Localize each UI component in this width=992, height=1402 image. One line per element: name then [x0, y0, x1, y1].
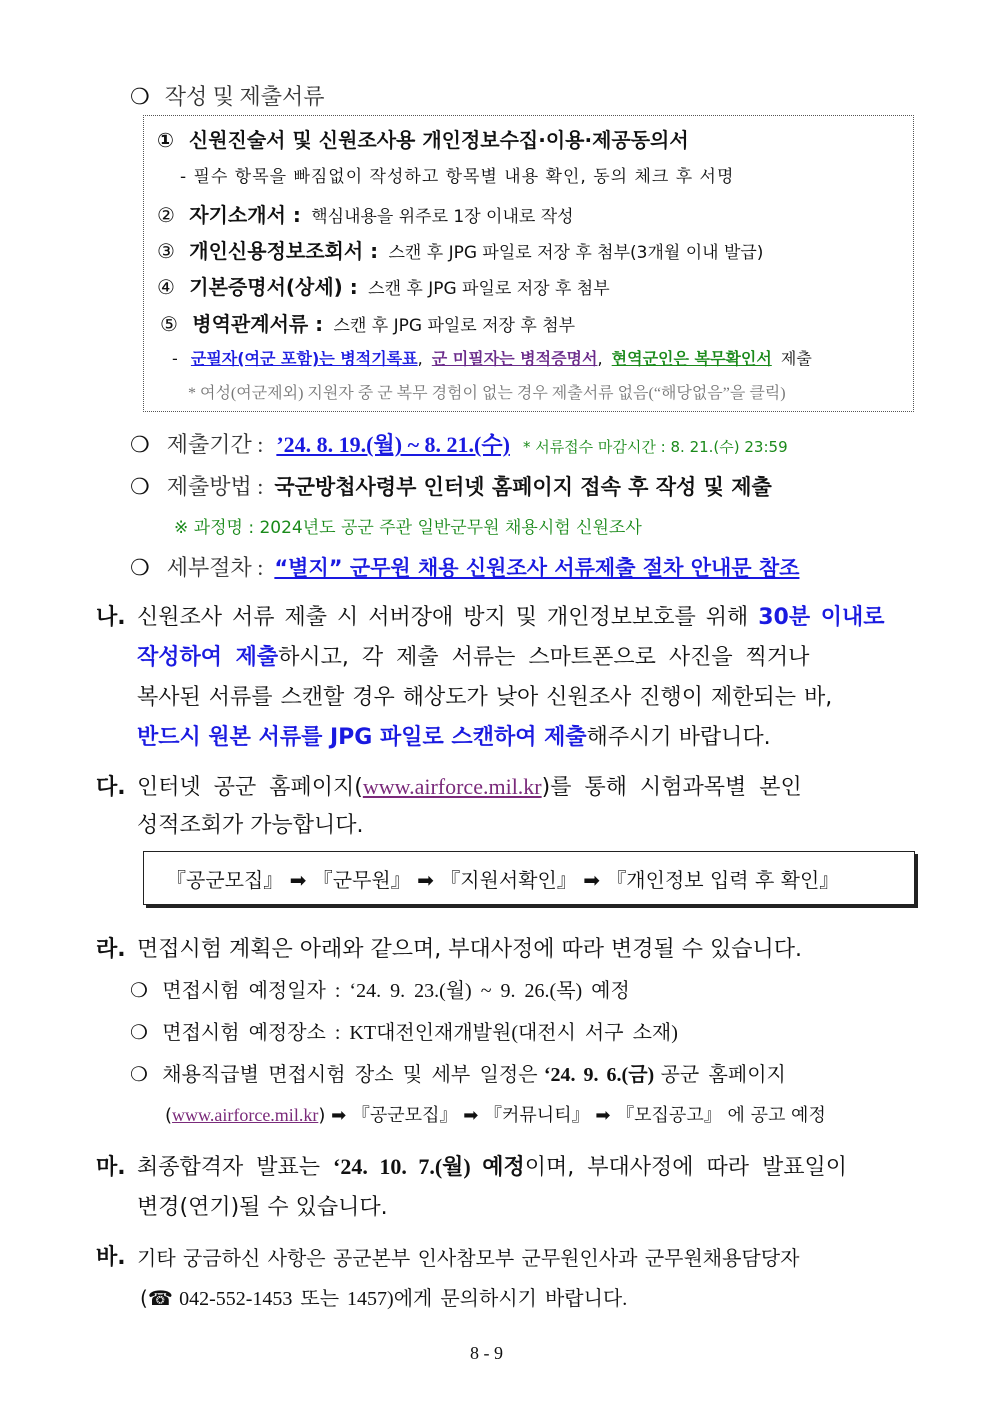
- text: 채용직급별 면접시험 장소 및 세부 일정은: [162, 1062, 538, 1086]
- emphasis-text: 30분 이내로: [758, 605, 885, 630]
- arrow-right-icon: ➡: [289, 868, 307, 892]
- doc-item-number: ①: [157, 128, 174, 152]
- section-da-line2: 성적조회가 가능합니다.: [137, 813, 364, 838]
- submit-period-label: 제출기간 :: [166, 432, 264, 457]
- text: 인터넷 공군 홈페이지(: [137, 775, 363, 800]
- section-da-line1: [137, 770, 802, 801]
- arrow-right-icon: ➡: [331, 1105, 347, 1126]
- doc-item-3: [157, 235, 763, 264]
- separator: ,: [597, 349, 603, 368]
- doc-item-number: ②: [157, 203, 175, 227]
- bullet-circle-icon: ❍: [130, 556, 150, 581]
- nav-path: [166, 864, 839, 893]
- military-note-part1: 군필자(여군 포함)는 병적기록표: [190, 349, 418, 368]
- bullet-circle-icon: ❍: [130, 433, 150, 458]
- doc-item-desc: 핵심내용을 위주로 1장 이내로 작성: [311, 207, 574, 227]
- section-ra-line1: 면접시험 계획은 아래와 같으며, 부대사정에 따라 변경될 수 있습니다.: [137, 937, 802, 962]
- doc-item-2: [157, 199, 574, 228]
- phone-icon: ☎: [147, 1286, 173, 1310]
- doc-item-title: 병역관계서류 :: [192, 312, 324, 336]
- doc-item-5: [160, 308, 575, 337]
- dash: -: [172, 349, 178, 368]
- section-ba-marker: 바.: [96, 1245, 126, 1270]
- section-ma-marker: 마.: [96, 1155, 126, 1180]
- airforce-link[interactable]: www.airforce.mil.kr: [362, 774, 542, 799]
- bullet-circle-icon: ❍: [130, 85, 150, 110]
- section-na-line3: 복사된 서류를 스캔할 경우 해상도가 낮아 신원조사 진행이 제한되는 바,: [137, 685, 833, 710]
- military-note-tail: 제출: [780, 349, 812, 368]
- nav-step: 『개인정보 입력 후 확인』: [606, 868, 840, 892]
- section-ra-marker: 라.: [96, 937, 126, 962]
- doc-item-1-sub: - 필수 항목을 빠짐없이 작성하고 항목별 내용 확인, 동의 체크 후 서명: [180, 167, 735, 187]
- section-na-marker: 나.: [96, 605, 126, 630]
- text: ): [318, 1105, 326, 1126]
- arrow-right-icon: ➡: [417, 868, 434, 892]
- section-na-line1: [137, 600, 885, 631]
- nav-step: 『모집공고』: [616, 1105, 722, 1126]
- detail-proc-value: “별지” 군무원 채용 신원조사 서류제출 절차 안내문 참조: [274, 556, 800, 580]
- military-note-part2: 군 미필자는 병적증명서: [431, 349, 598, 368]
- section-na-line2: [137, 640, 809, 671]
- detail-proc-label: 세부절차 :: [166, 555, 264, 580]
- doc-item-title: 자기소개서 :: [189, 203, 301, 227]
- doc-item-number: ④: [157, 275, 175, 299]
- nav-step: 『공군모집』: [166, 868, 284, 892]
- section-ma-line1: [137, 1150, 847, 1181]
- doc-item-desc: 스캔 후 JPG 파일로 저장 후 첨부(3개월 이내 발급): [388, 243, 764, 263]
- text: )를 통해 시험과목별 본인: [541, 775, 802, 800]
- page-number: 8 - 9: [470, 1343, 503, 1363]
- section-ra-bullet1: [130, 974, 630, 1003]
- female-note: * 여성(여군제외) 지원자 중 군 복무 경험이 없는 경우 제출서류 없음(“해당없음”을 클릭): [188, 385, 786, 402]
- submit-period-row: [130, 428, 788, 459]
- emphasis-text: 반드시 원본 서류를 JPG 파일로 스캔하여 제출: [137, 725, 587, 750]
- emphasis-text: 작성하여 제출: [137, 645, 279, 670]
- section-ba-line1: 기타 궁금하신 사항은 공군본부 인사참모부 군무원인사과 군무원채용담당자: [137, 1246, 800, 1270]
- text: 면접시험 예정일자 : ‘24. 9. 23.(월) ~ 9. 26.(목) 예정: [162, 980, 630, 1002]
- text: (: [165, 1105, 173, 1126]
- text: 최종합격자 발표는: [137, 1155, 321, 1180]
- doc-item-desc: 스캔 후 JPG 파일로 저장 후 첨부: [368, 279, 610, 299]
- section-da-marker: 다.: [96, 775, 126, 800]
- doc-item-number: ③: [157, 239, 175, 263]
- emphasis-text: ‘24. 10. 7.(월) 예정: [333, 1154, 525, 1179]
- section-ba-line2: [140, 1282, 627, 1311]
- detail-proc-row: [130, 551, 799, 582]
- text: (: [140, 1286, 148, 1310]
- section-ma-line2: 변경(연기)될 수 있습니다.: [137, 1195, 388, 1220]
- submit-method-row: [130, 470, 772, 501]
- submit-method-value: 국군방첩사령부 인터넷 홈페이지 접속 후 작성 및 제출: [274, 475, 772, 499]
- arrow-right-icon: ➡: [463, 1105, 479, 1126]
- doc-item-4: [157, 271, 610, 300]
- section-documents-title: 작성 및 제출서류: [164, 84, 325, 109]
- text: 042-552-1453 또는 1457)에게 문의하시기 바랍니다.: [179, 1288, 628, 1310]
- submit-period-value: ’24. 8. 19.(월) ~ 8. 21.(수): [276, 432, 510, 457]
- section-documents-heading: [130, 80, 325, 111]
- emphasis-text: ‘24. 9. 6.(금): [543, 1064, 655, 1086]
- doc-item-desc: 스캔 후 JPG 파일로 저장 후 첨부: [333, 316, 576, 336]
- nav-step: 『공군모집』: [351, 1105, 458, 1126]
- text: 해주시기 바랍니다.: [586, 725, 771, 750]
- course-name: ※ 과정명 : 2024년도 공군 주관 일반군무원 채용시험 신원조사: [174, 518, 642, 538]
- doc-item-title: 기본증명서(상세) :: [189, 275, 358, 299]
- doc-item-title: 신원진술서 및 신원조사용 개인정보수집·이용·제공동의서: [188, 128, 689, 152]
- nav-step: 『지원서확인』: [440, 868, 577, 892]
- doc-item-number: ⑤: [160, 312, 178, 336]
- airforce-link-2[interactable]: www.airforce.mil.kr: [172, 1105, 319, 1125]
- text: 에 공고 예정: [727, 1105, 826, 1126]
- bullet-circle-icon: ❍: [130, 475, 150, 500]
- section-ra-bullet3-line2: [165, 1101, 826, 1127]
- bullet-circle-icon: ❍: [130, 1020, 148, 1044]
- section-na-line4: [137, 720, 771, 751]
- military-note: [172, 346, 812, 369]
- arrow-right-icon: ➡: [595, 1105, 611, 1126]
- section-ra-bullet2: [130, 1016, 678, 1045]
- text: 면접시험 예정장소 : KT대전인재개발원(대전시 서구 소재): [162, 1022, 678, 1044]
- text: 신원조사 서류 제출 시 서버장애 방지 및 개인정보보호를 위해: [137, 605, 749, 630]
- separator: ,: [417, 349, 423, 368]
- text: 공군 홈페이지: [660, 1062, 786, 1086]
- section-ra-bullet3: [130, 1058, 786, 1087]
- nav-step: 『군무원』: [312, 868, 411, 892]
- bullet-circle-icon: ❍: [130, 978, 148, 1002]
- text: 이며, 부대사정에 따라 발표일이: [524, 1155, 848, 1180]
- arrow-right-icon: ➡: [583, 868, 600, 892]
- nav-step: 『커뮤니티』: [484, 1105, 590, 1126]
- submit-period-note: * 서류접수 마감시간 : 8. 21.(수) 23:59: [522, 438, 788, 456]
- submit-method-label: 제출방법 :: [166, 474, 264, 499]
- text: 하시고, 각 제출 서류는 스마트폰으로 사진을 찍거나: [278, 645, 810, 670]
- doc-item-title: 개인신용정보조회서 :: [189, 239, 379, 263]
- doc-item-1: [157, 124, 689, 153]
- bullet-circle-icon: ❍: [130, 1062, 148, 1086]
- military-note-part3: 현역군인은 복무확인서: [611, 349, 772, 368]
